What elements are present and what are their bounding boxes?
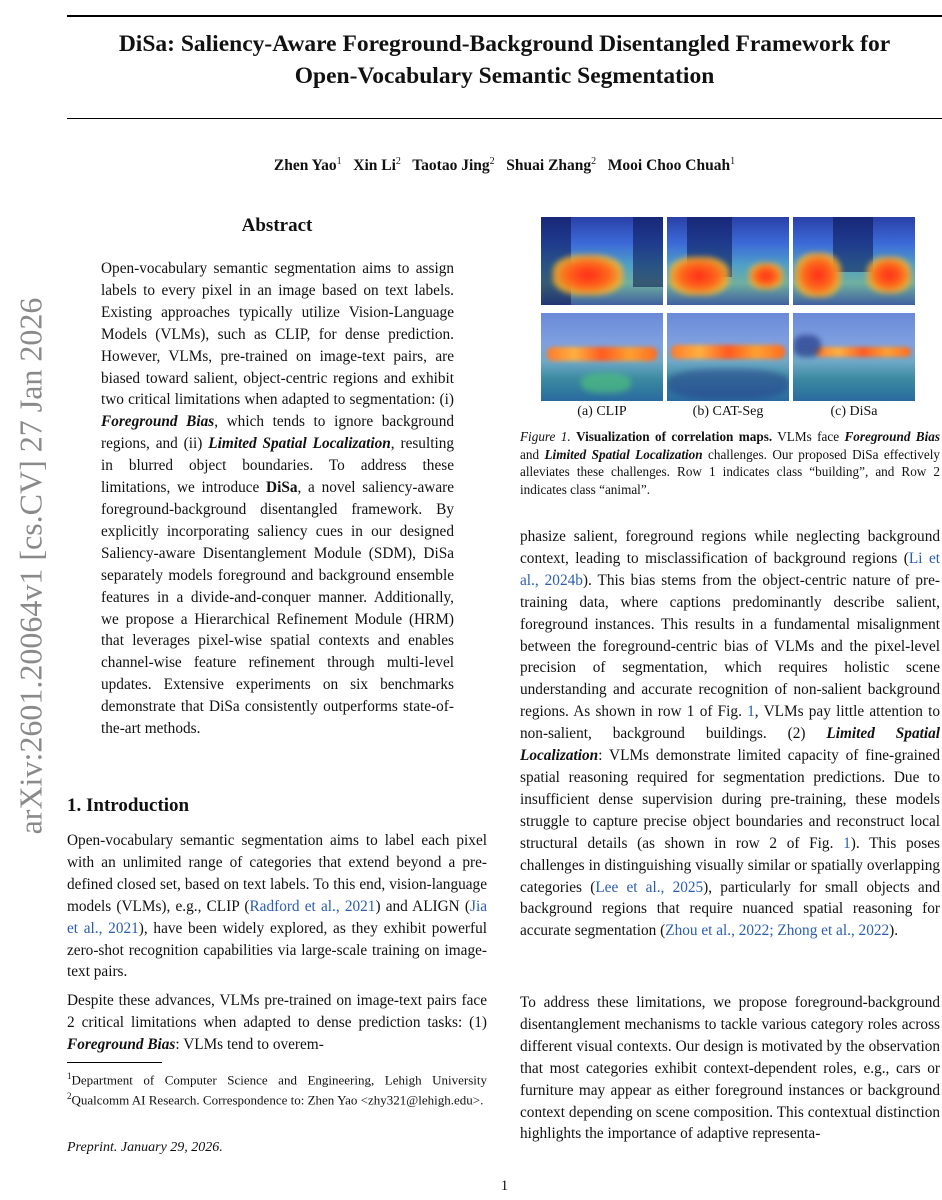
clip-animal-map	[541, 313, 663, 401]
intro-paragraph-2: Despite these advances, VLMs pre-trained on image-text pairs face 2 critical limitations when adapted to dense prediction tasks: (1) Foreground Bias: VLMs tend to overem-	[67, 992, 487, 1053]
intro-paragraph-1: Open-vocabulary semantic segmentation aims to label each pixel with an unlimited range of categories that extend beyond a pre-defined closed set, based on text labels. To this end, vision-language models (VLMs), e.g., CLIP (Radford et al., 2021) and ALIGN (Jia et al., 2021), have been widely explored, as they exhibit powerful zero-shot recognition capabilities via large-scale training on image-text pairs.	[67, 832, 488, 981]
disa-animal-map	[793, 313, 915, 401]
citation-link[interactable]: Jia et al., 2021	[67, 897, 488, 937]
figure-1-correlation-maps	[541, 217, 941, 403]
citation-link[interactable]: Radford et al., 2021	[249, 897, 376, 915]
figure-ref-link[interactable]: 1	[747, 703, 755, 721]
top-rule	[67, 15, 942, 17]
figure-ref-link[interactable]: 1	[843, 834, 851, 852]
section-heading-introduction: 1. Introduction	[67, 795, 190, 816]
page-number: 1	[500, 1178, 509, 1194]
right-paragraph-2: To address these limitations, we propose foreground-background disentanglement mechanisms to tackle various category roles across different visual contexts. Our design is motivated by the observation that most categories exhibit context-dependent roles, e.g., cars or furniture may appear as either foreground instances or background context depending on scene composition. This contextual distinction highlights the importance of adaptive representa-	[520, 994, 940, 1143]
figure-label-catseg: (b) CAT-Seg	[692, 404, 764, 419]
right-paragraph-1: phasize salient, foreground regions while neglecting background context, leading to misclassification of background regions (Li et al., 2024b). This bias stems from the object-centric nature of pre-training data, where captions predominantly describe salient, foreground instances. This results in a fundamental misalignment between the foreground-centric bias of VLMs and the pixel-level precision of segmentation, which requires holistic scene understanding and accurate recognition of non-salient background regions. As shown in row 1 of Fig. 1, VLMs pay little attention to non-salient, background buildings. (2) Limited Spatial Localization: VLMs demonstrate limited capacity of fine-grained spatial reasoning required for segmentation predictions. Due to insufficient dense supervision during pre-training, these models struggle to capture precise object boundaries and reconstruct local structural details (as shown in row 2 of Fig. 1). This poses challenges in distinguishing visually similar or spatially overlapping categories (Lee et al., 2025), particularly for small objects and background regions that require nuanced spatial reasoning for accurate segmentation (Zhou et al., 2022; Zhong et al., 2022).	[520, 528, 941, 940]
footnote-rule	[67, 1062, 162, 1063]
author: Shuai Zhang$^2$	[506, 156, 597, 175]
title-bottom-rule	[67, 118, 942, 119]
citation-link[interactable]: Lee et al., 2025	[595, 878, 704, 896]
figure-label-clip: (a) CLIP	[577, 404, 627, 419]
arxiv-stamp	[0, 0, 62, 1200]
abstract-heading: Abstract	[241, 215, 313, 236]
preprint-note: Preprint. January 29, 2026.	[67, 1140, 223, 1155]
title-line-1: DiSa: Saliency-Aware Foreground-Background Disentangled Framework for	[118, 31, 891, 57]
abstract-body: Open-vocabulary semantic segmentation aims to assign labels to every pixel in an image based on text labels. Existing approaches typically utilize Vision-Language Models (VLMs), such as CLIP, for dense prediction. However, VLMs, pre-trained on image-text pairs, are biased toward salient, object-centric regions and exhibit two critical limitations when adapted to segmentation: (i) Foreground Bias, which tends to ignore background regions, and (ii) Limited Spatial Localization, resulting in blurred object boundaries. To address these limitations, we introduce DiSa, a novel saliency-aware foreground-background disentangled framework. By explicitly incorporating saliency cues in our designed Saliency-aware Disentanglement Module (SDM), DiSa separately models foreground and background ensemble features in a divide-and-conquer manner. Additionally, we propose a Hierarchical Refinement Module (HRM) that leverages pixel-wise spatial contexts and enables channel-wise feature refinement through multi-level updates. Extensive experiments on six benchmarks demonstrate that DiSa consistently outperforms state-of-the-art methods.	[101, 260, 455, 738]
figure-1-caption: Figure 1. Visualization of correlation maps. VLMs face Foreground Bias and Limited Spatial Localization challenges. Our proposed DiSa effectively alleviates these challenges. Row 1 indicates class “building”, and Row 2 indicates class “animal”.	[520, 429, 940, 497]
clip-building-map	[541, 217, 663, 305]
title-line-2: Open-Vocabulary Semantic Segmentation	[294, 63, 715, 89]
arxiv-stamp-text: arXiv:2601.20064v1 [cs.CV] 27 Jan 2026	[12, 297, 49, 835]
author: Taotao Jing$^2$	[412, 156, 495, 175]
catseg-animal-map	[667, 313, 789, 401]
figure-label-disa: (c) DiSa	[830, 404, 878, 419]
author: Xin Li$^2$	[353, 156, 401, 175]
disa-building-map	[793, 217, 915, 305]
author-list	[67, 156, 942, 175]
author: Zhen Yao$^1$	[273, 156, 342, 175]
paper-title	[67, 28, 942, 92]
affiliation-footnote: $^1$Department of Computer Science and Engineering, Lehigh University $^2$Qualcomm AI Research. Correspondence to: Zhen Yao <zhy321@lehigh.edu>.	[67, 1071, 487, 1108]
citation-link[interactable]: Zhou et al., 2022; Zhong et al., 2022	[665, 922, 890, 940]
author: Mooi Choo Chuah$^1$	[607, 156, 736, 175]
citation-link[interactable]: Li et al., 2024b	[520, 549, 940, 589]
catseg-building-map	[667, 217, 789, 305]
